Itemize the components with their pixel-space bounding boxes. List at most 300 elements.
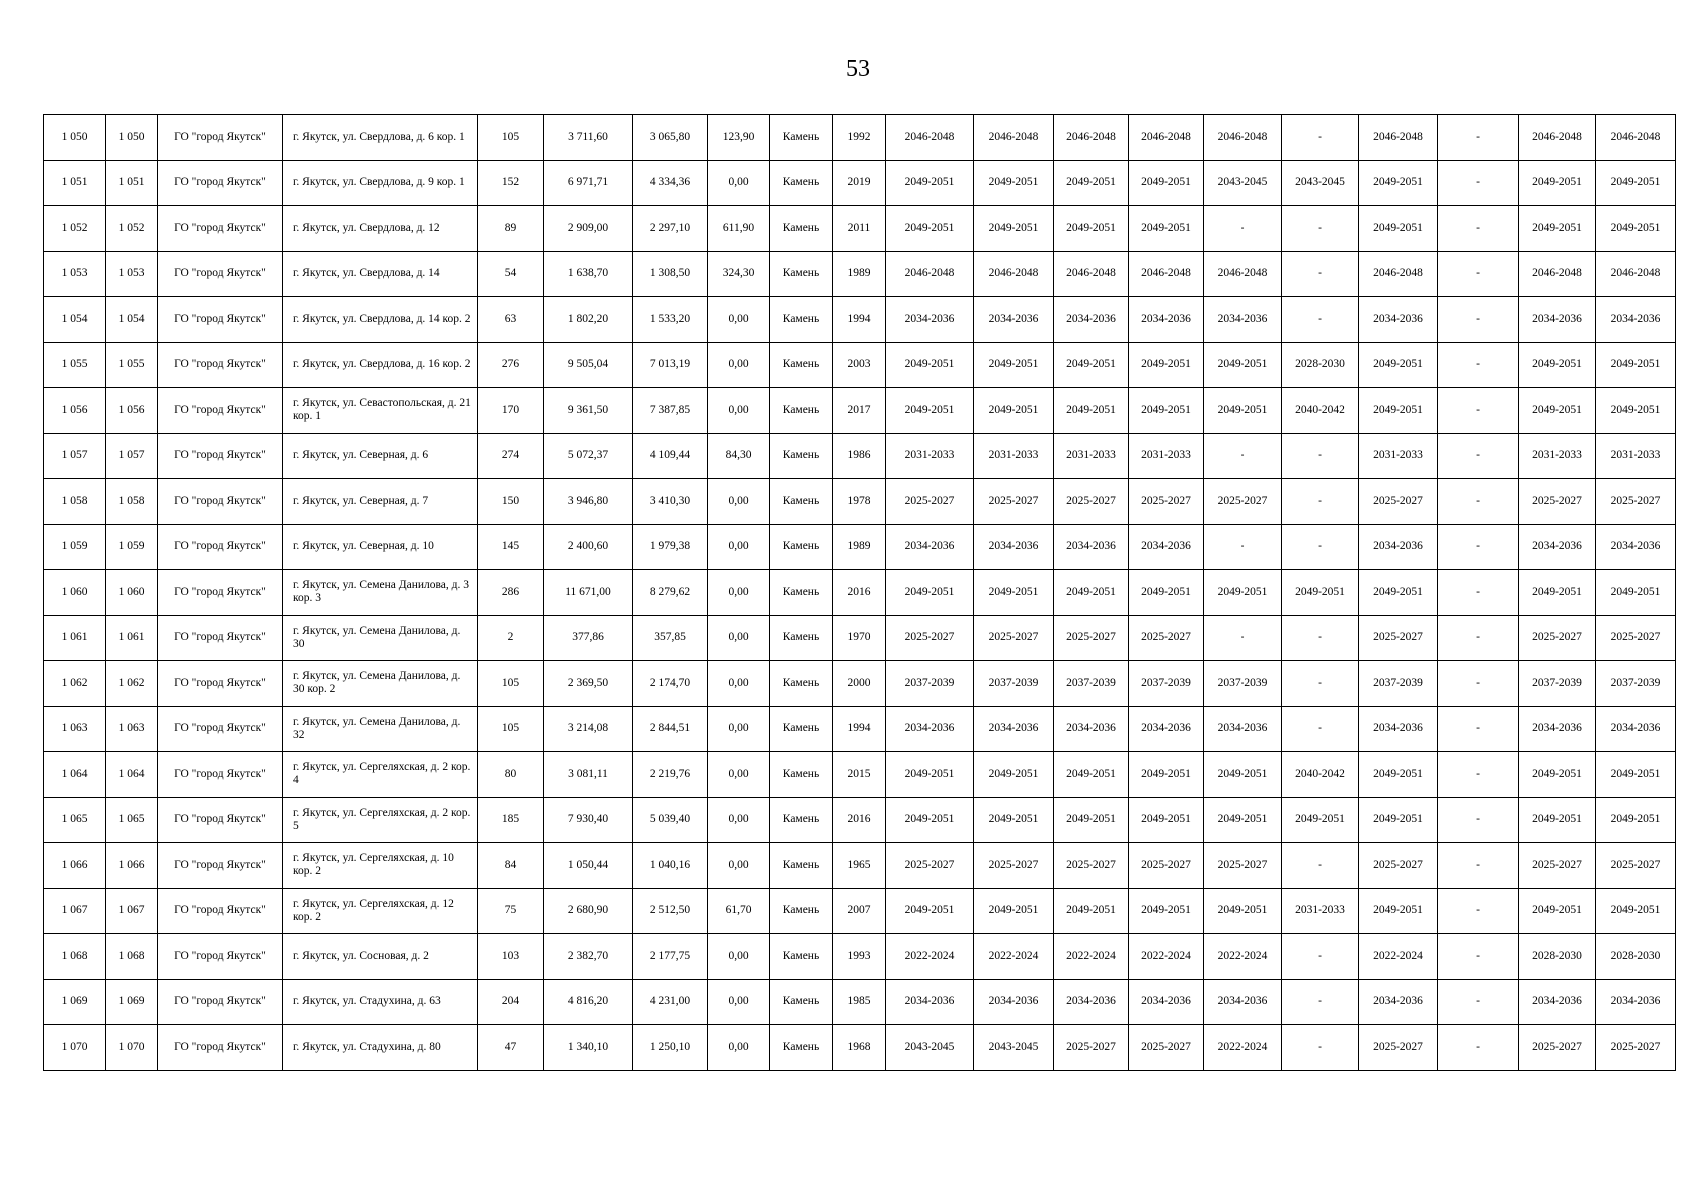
period-cell-9: 2037-2039 — [1519, 661, 1596, 707]
period-cell-10: 2028-2030 — [1596, 934, 1676, 980]
period-cell-4: 2031-2033 — [1129, 433, 1204, 479]
object-id-cell: 1 059 — [106, 524, 158, 570]
living-area-cell: 2 512,50 — [633, 888, 708, 934]
period-cell-4: 2046-2048 — [1129, 251, 1204, 297]
period-cell-6: - — [1282, 206, 1359, 252]
living-area-cell: 1 979,38 — [633, 524, 708, 570]
living-area-cell: 3 410,30 — [633, 479, 708, 525]
address-cell: г. Якутск, ул. Северная, д. 7 — [283, 479, 478, 525]
object-id-cell: 1 057 — [106, 433, 158, 479]
period-cell-6: - — [1282, 979, 1359, 1025]
period-cell-5: 2034-2036 — [1204, 297, 1282, 343]
address-cell: г. Якутск, ул. Семена Данилова, д. 3 кор. 3 — [283, 570, 478, 616]
nonresidential-area-cell: 61,70 — [708, 888, 770, 934]
period-cell-5: 2034-2036 — [1204, 979, 1282, 1025]
address-cell: г. Якутск, ул. Сергеляхская, д. 2 кор. 4 — [283, 752, 478, 798]
living-area-cell: 2 174,70 — [633, 661, 708, 707]
address-cell: г. Якутск, ул. Семена Данилова, д. 30 — [283, 615, 478, 661]
period-cell-4: 2034-2036 — [1129, 297, 1204, 343]
address-cell: г. Якутск, ул. Свердлова, д. 14 кор. 2 — [283, 297, 478, 343]
period-cell-3: 2034-2036 — [1054, 524, 1129, 570]
period-cell-6: 2049-2051 — [1282, 797, 1359, 843]
municipality-cell: ГО "город Якутск" — [158, 752, 283, 798]
period-cell-9: 2034-2036 — [1519, 706, 1596, 752]
total-area-cell: 11 671,00 — [544, 570, 633, 616]
period-cell-5: 2025-2027 — [1204, 843, 1282, 889]
period-cell-7: 2025-2027 — [1359, 843, 1438, 889]
year-built-cell: 1989 — [833, 524, 886, 570]
period-cell-4: 2049-2051 — [1129, 570, 1204, 616]
year-built-cell: 1992 — [833, 115, 886, 161]
total-area-cell: 3 946,80 — [544, 479, 633, 525]
period-cell-9: 2049-2051 — [1519, 342, 1596, 388]
object-id-cell: 1 070 — [106, 1025, 158, 1071]
period-cell-9: 2049-2051 — [1519, 206, 1596, 252]
period-cell-4: 2025-2027 — [1129, 615, 1204, 661]
period-cell-3: 2049-2051 — [1054, 797, 1129, 843]
municipality-cell: ГО "город Якутск" — [158, 479, 283, 525]
period-cell-8: - — [1438, 388, 1519, 434]
wall-material-cell: Камень — [770, 661, 833, 707]
period-cell-10: 2034-2036 — [1596, 524, 1676, 570]
period-cell-1: 2049-2051 — [886, 797, 974, 843]
wall-material-cell: Камень — [770, 115, 833, 161]
table-row — [44, 251, 1676, 297]
municipality-cell: ГО "город Якутск" — [158, 297, 283, 343]
total-area-cell: 3 214,08 — [544, 706, 633, 752]
period-cell-10: 2034-2036 — [1596, 297, 1676, 343]
municipality-cell: ГО "город Якутск" — [158, 388, 283, 434]
period-cell-1: 2022-2024 — [886, 934, 974, 980]
table-row — [44, 206, 1676, 252]
living-area-cell: 3 065,80 — [633, 115, 708, 161]
municipality-cell: ГО "город Якутск" — [158, 888, 283, 934]
residents-cell: 145 — [478, 524, 544, 570]
address-cell: г. Якутск, ул. Семена Данилова, д. 30 кор. 2 — [283, 661, 478, 707]
period-cell-3: 2049-2051 — [1054, 752, 1129, 798]
total-area-cell: 2 680,90 — [544, 888, 633, 934]
period-cell-10: 2046-2048 — [1596, 251, 1676, 297]
table-row — [44, 570, 1676, 616]
period-cell-7: 2025-2027 — [1359, 615, 1438, 661]
total-area-cell: 5 072,37 — [544, 433, 633, 479]
nonresidential-area-cell: 0,00 — [708, 342, 770, 388]
municipality-cell: ГО "город Якутск" — [158, 615, 283, 661]
period-cell-2: 2049-2051 — [974, 752, 1054, 798]
object-id-cell: 1 058 — [106, 479, 158, 525]
year-built-cell: 1968 — [833, 1025, 886, 1071]
address-cell: г. Якутск, ул. Сергеляхская, д. 12 кор. 2 — [283, 888, 478, 934]
address-cell: г. Якутск, ул. Свердлова, д. 6 кор. 1 — [283, 115, 478, 161]
object-id-cell: 1 055 — [106, 342, 158, 388]
period-cell-4: 2049-2051 — [1129, 206, 1204, 252]
period-cell-2: 2025-2027 — [974, 479, 1054, 525]
object-id-cell: 1 053 — [106, 251, 158, 297]
total-area-cell: 1 638,70 — [544, 251, 633, 297]
period-cell-8: - — [1438, 433, 1519, 479]
total-area-cell: 2 382,70 — [544, 934, 633, 980]
period-cell-9: 2049-2051 — [1519, 797, 1596, 843]
wall-material-cell: Камень — [770, 342, 833, 388]
period-cell-5: 2049-2051 — [1204, 752, 1282, 798]
row-number-cell: 1 056 — [44, 388, 106, 434]
period-cell-5: 2043-2045 — [1204, 160, 1282, 206]
nonresidential-area-cell: 0,00 — [708, 615, 770, 661]
residents-cell: 276 — [478, 342, 544, 388]
table-row — [44, 979, 1676, 1025]
wall-material-cell: Камень — [770, 1025, 833, 1071]
period-cell-10: 2049-2051 — [1596, 888, 1676, 934]
period-cell-8: - — [1438, 160, 1519, 206]
period-cell-6: - — [1282, 479, 1359, 525]
municipality-cell: ГО "город Якутск" — [158, 843, 283, 889]
period-cell-2: 2049-2051 — [974, 206, 1054, 252]
nonresidential-area-cell: 123,90 — [708, 115, 770, 161]
object-id-cell: 1 064 — [106, 752, 158, 798]
year-built-cell: 2011 — [833, 206, 886, 252]
period-cell-4: 2034-2036 — [1129, 979, 1204, 1025]
period-cell-9: 2025-2027 — [1519, 1025, 1596, 1071]
page-number: 53 — [846, 56, 870, 82]
year-built-cell: 2016 — [833, 570, 886, 616]
object-id-cell: 1 051 — [106, 160, 158, 206]
table-row — [44, 388, 1676, 434]
living-area-cell: 1 250,10 — [633, 1025, 708, 1071]
period-cell-1: 2049-2051 — [886, 388, 974, 434]
period-cell-3: 2049-2051 — [1054, 388, 1129, 434]
period-cell-2: 2049-2051 — [974, 342, 1054, 388]
object-id-cell: 1 063 — [106, 706, 158, 752]
wall-material-cell: Камень — [770, 160, 833, 206]
period-cell-3: 2031-2033 — [1054, 433, 1129, 479]
period-cell-5: 2037-2039 — [1204, 661, 1282, 707]
living-area-cell: 8 279,62 — [633, 570, 708, 616]
object-id-cell: 1 050 — [106, 115, 158, 161]
row-number-cell: 1 051 — [44, 160, 106, 206]
year-built-cell: 1978 — [833, 479, 886, 525]
living-area-cell: 357,85 — [633, 615, 708, 661]
period-cell-4: 2049-2051 — [1129, 797, 1204, 843]
table-row — [44, 115, 1676, 161]
table-row — [44, 752, 1676, 798]
period-cell-5: 2049-2051 — [1204, 342, 1282, 388]
period-cell-4: 2037-2039 — [1129, 661, 1204, 707]
period-cell-3: 2046-2048 — [1054, 251, 1129, 297]
period-cell-8: - — [1438, 979, 1519, 1025]
period-cell-10: 2025-2027 — [1596, 615, 1676, 661]
address-cell: г. Якутск, ул. Стадухина, д. 63 — [283, 979, 478, 1025]
object-id-cell: 1 066 — [106, 843, 158, 889]
living-area-cell: 7 013,19 — [633, 342, 708, 388]
living-area-cell: 1 533,20 — [633, 297, 708, 343]
period-cell-1: 2043-2045 — [886, 1025, 974, 1071]
period-cell-2: 2034-2036 — [974, 979, 1054, 1025]
period-cell-9: 2025-2027 — [1519, 843, 1596, 889]
period-cell-10: 2031-2033 — [1596, 433, 1676, 479]
wall-material-cell: Камень — [770, 479, 833, 525]
nonresidential-area-cell: 0,00 — [708, 388, 770, 434]
period-cell-2: 2022-2024 — [974, 934, 1054, 980]
period-cell-10: 2049-2051 — [1596, 206, 1676, 252]
address-cell: г. Якутск, ул. Свердлова, д. 9 кор. 1 — [283, 160, 478, 206]
period-cell-6: 2043-2045 — [1282, 160, 1359, 206]
address-cell: г. Якутск, ул. Сергеляхская, д. 2 кор. 5 — [283, 797, 478, 843]
period-cell-7: 2049-2051 — [1359, 342, 1438, 388]
period-cell-6: - — [1282, 843, 1359, 889]
period-cell-2: 2031-2033 — [974, 433, 1054, 479]
residents-cell: 89 — [478, 206, 544, 252]
housing-register-table — [43, 114, 1676, 1071]
period-cell-1: 2034-2036 — [886, 706, 974, 752]
period-cell-8: - — [1438, 661, 1519, 707]
living-area-cell: 4 109,44 — [633, 433, 708, 479]
object-id-cell: 1 052 — [106, 206, 158, 252]
period-cell-9: 2028-2030 — [1519, 934, 1596, 980]
total-area-cell: 1 802,20 — [544, 297, 633, 343]
period-cell-9: 2046-2048 — [1519, 251, 1596, 297]
object-id-cell: 1 056 — [106, 388, 158, 434]
wall-material-cell: Камень — [770, 524, 833, 570]
period-cell-3: 2025-2027 — [1054, 1025, 1129, 1071]
period-cell-8: - — [1438, 297, 1519, 343]
year-built-cell: 1994 — [833, 706, 886, 752]
period-cell-3: 2025-2027 — [1054, 615, 1129, 661]
municipality-cell: ГО "город Якутск" — [158, 115, 283, 161]
residents-cell: 105 — [478, 661, 544, 707]
period-cell-3: 2049-2051 — [1054, 888, 1129, 934]
period-cell-5: 2049-2051 — [1204, 388, 1282, 434]
period-cell-2: 2049-2051 — [974, 388, 1054, 434]
period-cell-4: 2049-2051 — [1129, 752, 1204, 798]
period-cell-8: - — [1438, 888, 1519, 934]
period-cell-3: 2025-2027 — [1054, 479, 1129, 525]
nonresidential-area-cell: 0,00 — [708, 160, 770, 206]
period-cell-1: 2049-2051 — [886, 342, 974, 388]
residents-cell: 47 — [478, 1025, 544, 1071]
period-cell-8: - — [1438, 115, 1519, 161]
period-cell-6: - — [1282, 524, 1359, 570]
municipality-cell: ГО "город Якутск" — [158, 524, 283, 570]
year-built-cell: 2007 — [833, 888, 886, 934]
residents-cell: 274 — [478, 433, 544, 479]
wall-material-cell: Камень — [770, 433, 833, 479]
wall-material-cell: Камень — [770, 888, 833, 934]
period-cell-7: 2025-2027 — [1359, 479, 1438, 525]
table-row — [44, 479, 1676, 525]
residents-cell: 2 — [478, 615, 544, 661]
period-cell-10: 2025-2027 — [1596, 1025, 1676, 1071]
period-cell-8: - — [1438, 206, 1519, 252]
period-cell-6: 2031-2033 — [1282, 888, 1359, 934]
living-area-cell: 5 039,40 — [633, 797, 708, 843]
period-cell-1: 2031-2033 — [886, 433, 974, 479]
period-cell-6: - — [1282, 297, 1359, 343]
municipality-cell: ГО "город Якутск" — [158, 206, 283, 252]
period-cell-9: 2046-2048 — [1519, 115, 1596, 161]
period-cell-2: 2046-2048 — [974, 251, 1054, 297]
address-cell: г. Якутск, ул. Северная, д. 6 — [283, 433, 478, 479]
period-cell-7: 2049-2051 — [1359, 752, 1438, 798]
municipality-cell: ГО "город Якутск" — [158, 1025, 283, 1071]
period-cell-8: - — [1438, 251, 1519, 297]
period-cell-5: - — [1204, 615, 1282, 661]
total-area-cell: 2 909,00 — [544, 206, 633, 252]
wall-material-cell: Камень — [770, 706, 833, 752]
year-built-cell: 2003 — [833, 342, 886, 388]
object-id-cell: 1 069 — [106, 979, 158, 1025]
period-cell-9: 2049-2051 — [1519, 160, 1596, 206]
period-cell-1: 2049-2051 — [886, 206, 974, 252]
living-area-cell: 4 231,00 — [633, 979, 708, 1025]
period-cell-3: 2034-2036 — [1054, 979, 1129, 1025]
nonresidential-area-cell: 0,00 — [708, 570, 770, 616]
period-cell-5: 2025-2027 — [1204, 479, 1282, 525]
residents-cell: 63 — [478, 297, 544, 343]
row-number-cell: 1 055 — [44, 342, 106, 388]
nonresidential-area-cell: 0,00 — [708, 297, 770, 343]
nonresidential-area-cell: 0,00 — [708, 706, 770, 752]
period-cell-9: 2034-2036 — [1519, 297, 1596, 343]
municipality-cell: ГО "город Якутск" — [158, 160, 283, 206]
period-cell-2: 2046-2048 — [974, 115, 1054, 161]
row-number-cell: 1 068 — [44, 934, 106, 980]
period-cell-7: 2049-2051 — [1359, 888, 1438, 934]
period-cell-7: 2034-2036 — [1359, 979, 1438, 1025]
living-area-cell: 2 844,51 — [633, 706, 708, 752]
period-cell-5: 2049-2051 — [1204, 888, 1282, 934]
period-cell-5: - — [1204, 524, 1282, 570]
total-area-cell: 4 816,20 — [544, 979, 633, 1025]
year-built-cell: 1970 — [833, 615, 886, 661]
period-cell-5: 2049-2051 — [1204, 797, 1282, 843]
period-cell-3: 2049-2051 — [1054, 160, 1129, 206]
period-cell-8: - — [1438, 797, 1519, 843]
period-cell-5: 2022-2024 — [1204, 934, 1282, 980]
total-area-cell: 2 369,50 — [544, 661, 633, 707]
period-cell-10: 2046-2048 — [1596, 115, 1676, 161]
row-number-cell: 1 058 — [44, 479, 106, 525]
period-cell-4: 2034-2036 — [1129, 524, 1204, 570]
period-cell-1: 2025-2027 — [886, 843, 974, 889]
nonresidential-area-cell: 0,00 — [708, 797, 770, 843]
object-id-cell: 1 062 — [106, 661, 158, 707]
table-row — [44, 706, 1676, 752]
period-cell-4: 2022-2024 — [1129, 934, 1204, 980]
row-number-cell: 1 059 — [44, 524, 106, 570]
period-cell-4: 2049-2051 — [1129, 160, 1204, 206]
period-cell-1: 2034-2036 — [886, 979, 974, 1025]
nonresidential-area-cell: 0,00 — [708, 843, 770, 889]
total-area-cell: 1 050,44 — [544, 843, 633, 889]
year-built-cell: 1986 — [833, 433, 886, 479]
period-cell-3: 2022-2024 — [1054, 934, 1129, 980]
row-number-cell: 1 054 — [44, 297, 106, 343]
living-area-cell: 1 040,16 — [633, 843, 708, 889]
year-built-cell: 1989 — [833, 251, 886, 297]
period-cell-3: 2046-2048 — [1054, 115, 1129, 161]
wall-material-cell: Камень — [770, 934, 833, 980]
municipality-cell: ГО "город Якутск" — [158, 251, 283, 297]
total-area-cell: 1 340,10 — [544, 1025, 633, 1071]
period-cell-9: 2049-2051 — [1519, 570, 1596, 616]
nonresidential-area-cell: 0,00 — [708, 479, 770, 525]
period-cell-7: 2049-2051 — [1359, 797, 1438, 843]
period-cell-2: 2025-2027 — [974, 843, 1054, 889]
period-cell-2: 2049-2051 — [974, 160, 1054, 206]
period-cell-4: 2034-2036 — [1129, 706, 1204, 752]
row-number-cell: 1 069 — [44, 979, 106, 1025]
total-area-cell: 7 930,40 — [544, 797, 633, 843]
year-built-cell: 2017 — [833, 388, 886, 434]
period-cell-9: 2034-2036 — [1519, 979, 1596, 1025]
table-body — [44, 115, 1676, 1071]
period-cell-6: - — [1282, 934, 1359, 980]
period-cell-4: 2046-2048 — [1129, 115, 1204, 161]
period-cell-7: 2031-2033 — [1359, 433, 1438, 479]
period-cell-9: 2025-2027 — [1519, 479, 1596, 525]
period-cell-5: 2046-2048 — [1204, 115, 1282, 161]
year-built-cell: 1993 — [833, 934, 886, 980]
period-cell-7: 2046-2048 — [1359, 251, 1438, 297]
period-cell-6: 2040-2042 — [1282, 752, 1359, 798]
nonresidential-area-cell: 611,90 — [708, 206, 770, 252]
period-cell-6: 2049-2051 — [1282, 570, 1359, 616]
period-cell-4: 2025-2027 — [1129, 843, 1204, 889]
period-cell-5: 2046-2048 — [1204, 251, 1282, 297]
period-cell-2: 2043-2045 — [974, 1025, 1054, 1071]
period-cell-2: 2034-2036 — [974, 524, 1054, 570]
residents-cell: 170 — [478, 388, 544, 434]
residents-cell: 286 — [478, 570, 544, 616]
total-area-cell: 9 505,04 — [544, 342, 633, 388]
period-cell-9: 2049-2051 — [1519, 752, 1596, 798]
living-area-cell: 1 308,50 — [633, 251, 708, 297]
period-cell-3: 2025-2027 — [1054, 843, 1129, 889]
period-cell-8: - — [1438, 843, 1519, 889]
row-number-cell: 1 070 — [44, 1025, 106, 1071]
year-built-cell: 1985 — [833, 979, 886, 1025]
living-area-cell: 4 334,36 — [633, 160, 708, 206]
period-cell-8: - — [1438, 479, 1519, 525]
living-area-cell: 2 297,10 — [633, 206, 708, 252]
nonresidential-area-cell: 0,00 — [708, 524, 770, 570]
period-cell-8: - — [1438, 570, 1519, 616]
period-cell-1: 2046-2048 — [886, 251, 974, 297]
year-built-cell: 2019 — [833, 160, 886, 206]
residents-cell: 185 — [478, 797, 544, 843]
year-built-cell: 1994 — [833, 297, 886, 343]
wall-material-cell: Камень — [770, 752, 833, 798]
wall-material-cell: Камень — [770, 797, 833, 843]
municipality-cell: ГО "город Якутск" — [158, 570, 283, 616]
period-cell-8: - — [1438, 1025, 1519, 1071]
living-area-cell: 2 219,76 — [633, 752, 708, 798]
period-cell-9: 2025-2027 — [1519, 615, 1596, 661]
residents-cell: 80 — [478, 752, 544, 798]
residents-cell: 204 — [478, 979, 544, 1025]
address-cell: г. Якутск, ул. Свердлова, д. 12 — [283, 206, 478, 252]
residents-cell: 152 — [478, 160, 544, 206]
nonresidential-area-cell: 0,00 — [708, 979, 770, 1025]
nonresidential-area-cell: 0,00 — [708, 1025, 770, 1071]
period-cell-5: - — [1204, 433, 1282, 479]
period-cell-1: 2037-2039 — [886, 661, 974, 707]
period-cell-2: 2034-2036 — [974, 297, 1054, 343]
period-cell-6: - — [1282, 115, 1359, 161]
municipality-cell: ГО "город Якутск" — [158, 934, 283, 980]
address-cell: г. Якутск, ул. Сосновая, д. 2 — [283, 934, 478, 980]
period-cell-3: 2037-2039 — [1054, 661, 1129, 707]
